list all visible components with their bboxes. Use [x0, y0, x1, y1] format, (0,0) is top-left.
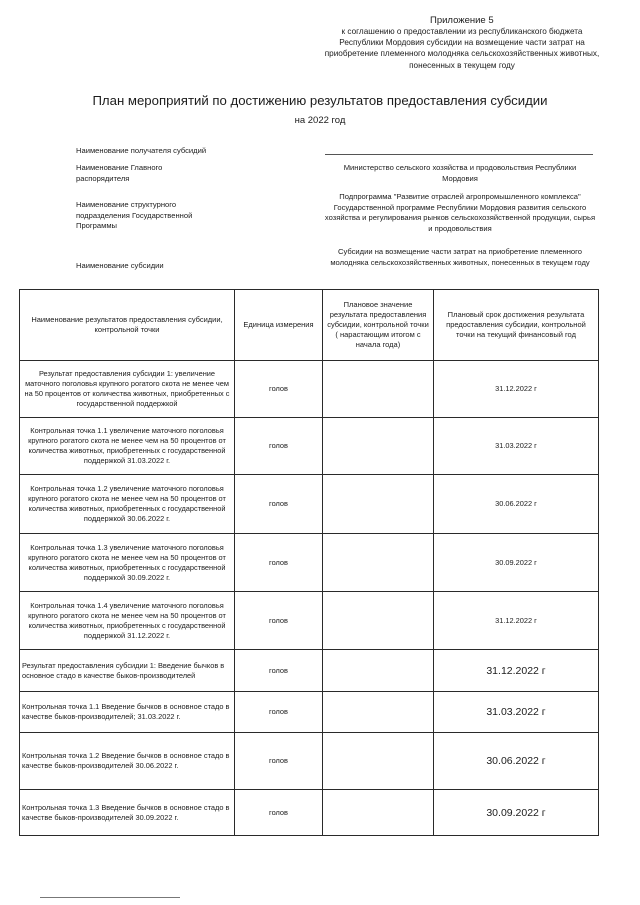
- header-planned-date: Плановый срок достижения результата предоставления субсидии, контрольной точки на текущий финансовый год: [434, 290, 599, 361]
- row-value: [323, 692, 434, 733]
- row-value: [323, 361, 434, 418]
- row-name: Результат предоставления субсидии 1: Введение бычков в основное стадо в качестве быков-производителей: [20, 650, 235, 692]
- manager-label: Наименование Главного распорядителя: [76, 163, 163, 183]
- row-name: Контрольная точка 1.2 Введение бычков в основное стадо в качестве быков-производителей 30.06.2022 г.: [20, 733, 235, 790]
- row-value: [323, 418, 434, 475]
- table-row: [20, 475, 599, 534]
- page-title: План мероприятий по достижению результатов предоставления субсидии: [92, 93, 548, 108]
- row-unit: голов: [235, 733, 323, 790]
- row-name: Контрольная точка 1.1 Введение бычков в основное стадо в качестве быков-производителей; 31.03.2022 г.: [20, 692, 235, 733]
- row-name: Контрольная точка 1.3 увеличение маточного поголовья крупного рогатого скота не менее чем на 50 процентов от количества животных, приобретенных с государственной поддержкой 30.09.2022 г.: [20, 534, 235, 592]
- table-row: [20, 361, 599, 418]
- row-date: 31.12.2022 г: [434, 592, 599, 650]
- subsidy-value: Субсидии на возмещение части затрат на приобретение племенного молодняка сельскохозяйственных животных, понесенных в текущем году: [330, 247, 590, 267]
- table-row: [20, 692, 599, 733]
- row-unit: голов: [235, 361, 323, 418]
- program-label: Наименование структурного подразделения Государственной Программы: [76, 200, 193, 230]
- row-date: 30.09.2022 г: [434, 534, 599, 592]
- row-name: Контрольная точка 1.1 увеличение маточного поголовья крупного рогатого скота не менее чем на 50 процентов от количества животных, приобретенных с государственной поддержкой 31.03.2022 г.: [20, 418, 235, 475]
- row-value: [323, 592, 434, 650]
- header-unit: Единица измерения: [235, 290, 323, 361]
- manager-value: Министерство сельского хозяйства и продовольствия Республики Мордовия: [343, 163, 577, 183]
- row-unit: голов: [235, 418, 323, 475]
- row-date: 31.12.2022 г: [434, 361, 599, 418]
- table-row: [20, 418, 599, 475]
- header-name: Наименование результатов предоставления субсидии, контрольной точки: [20, 290, 235, 361]
- table-row: [20, 592, 599, 650]
- row-name: Контрольная точка 1.3 Введение бычков в основное стадо в качестве быков-производителей 30.09.2022 г.: [20, 790, 235, 836]
- table-row: [20, 733, 599, 790]
- row-date: 31.03.2022 г: [434, 418, 599, 475]
- row-date: 31.12.2022 г: [434, 650, 599, 692]
- table-row: [20, 650, 599, 692]
- subsidy-label: Наименование субсидии: [76, 261, 164, 270]
- row-name: Контрольная точка 1.4 увеличение маточного поголовья крупного рогатого скота не менее чем на 50 процентов от количества животных, приобретенных с государственной поддержкой 31.12.2022 г.: [20, 592, 235, 650]
- appendix-title: Приложение 5: [430, 15, 494, 26]
- program-value: Подпрограмма "Развитие отраслей агропромышленного комплекса" Государственной программе Республики Мордовия развития сельского хозяйства и регулирования рынков сельскохозяйственной продукции, сырья и продовольствия: [324, 192, 596, 233]
- row-value: [323, 475, 434, 534]
- row-unit: голов: [235, 534, 323, 592]
- row-name: Результат предоставления субсидии 1: увеличение маточного поголовья крупного рогатого скота не менее чем на 50 процентов от количества животных, приобретенных с государственной поддержкой: [20, 361, 235, 418]
- row-unit: голов: [235, 475, 323, 534]
- table-row: [20, 790, 599, 836]
- recipient-label: Наименование получателя субсидий: [76, 146, 207, 155]
- plan-year: на 2022 год: [294, 115, 346, 126]
- row-unit: голов: [235, 790, 323, 836]
- row-unit: голов: [235, 592, 323, 650]
- row-date: 31.03.2022 г: [434, 692, 599, 733]
- row-value: [323, 790, 434, 836]
- table-row: [20, 534, 599, 592]
- row-date: 30.06.2022 г: [434, 733, 599, 790]
- results-table: [19, 289, 599, 836]
- row-value: [323, 650, 434, 692]
- appendix-text: к соглашению о предоставлении из республиканского бюджета Республики Мордовия субсидии на возмещение части затрат на приобретение племенного молодняка сельскохозяйственных животных, понесенных в текущем году: [324, 27, 600, 70]
- row-unit: голов: [235, 650, 323, 692]
- row-date: 30.09.2022 г: [434, 790, 599, 836]
- row-value: [323, 534, 434, 592]
- footer-rule: [40, 897, 180, 898]
- row-date: 30.06.2022 г: [434, 475, 599, 534]
- recipient-underline: [325, 154, 593, 155]
- row-value: [323, 733, 434, 790]
- table-header-row: [20, 290, 599, 361]
- row-unit: голов: [235, 692, 323, 733]
- header-planned-value: Плановое значение результата предоставления субсидии, контрольной точки ( нарастающим итогом с начала года): [323, 290, 434, 361]
- row-name: Контрольная точка 1.2 увеличение маточного поголовья крупного рогатого скота не менее чем на 50 процентов от количества животных, приобретенных с государственной поддержкой 30.06.2022 г.: [20, 475, 235, 534]
